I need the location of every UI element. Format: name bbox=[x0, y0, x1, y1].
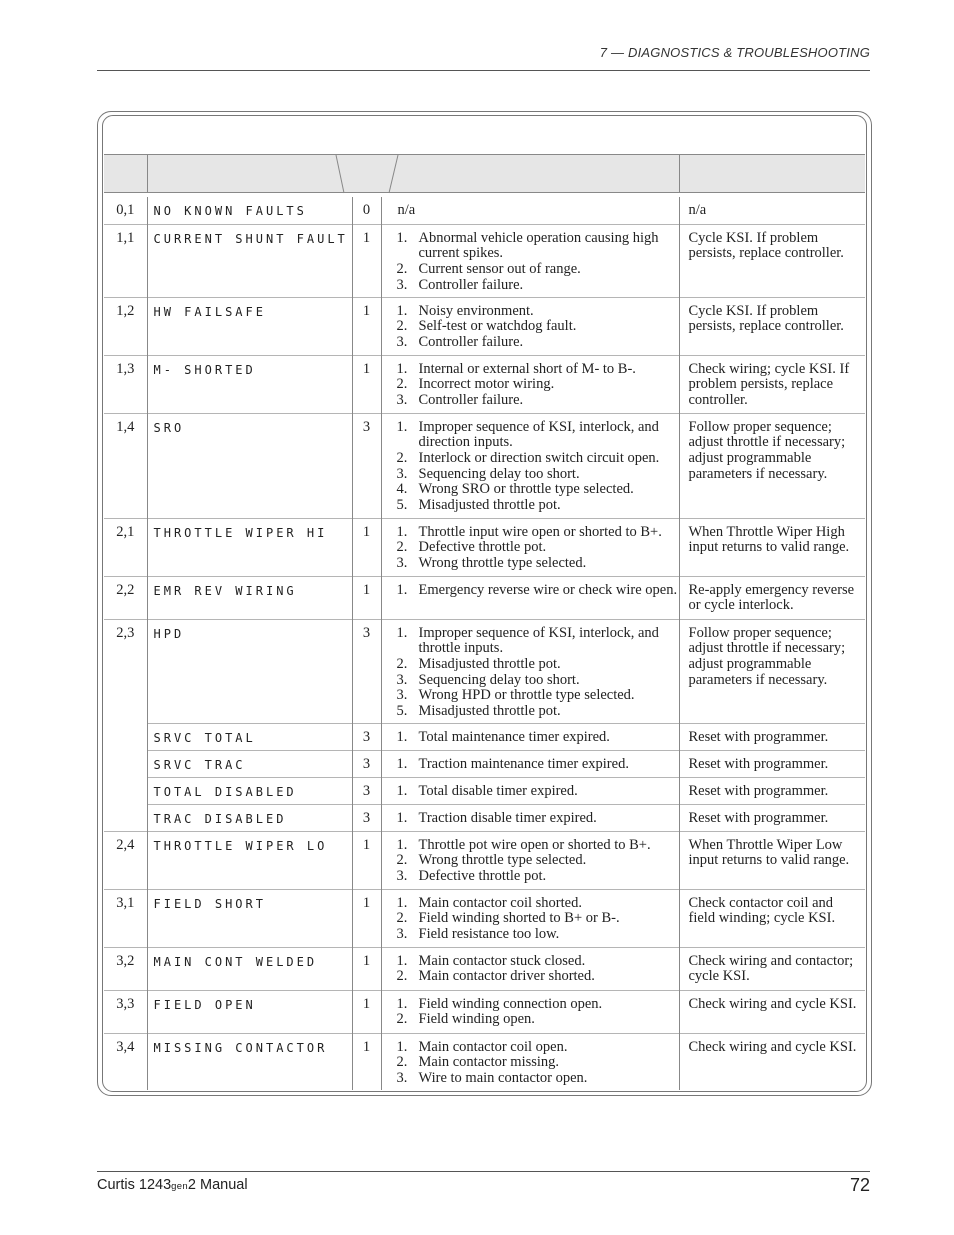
clear-conditions: n/a bbox=[679, 197, 865, 224]
cause-text: Current sensor out of range. bbox=[418, 260, 581, 277]
cause-number: 2. bbox=[396, 449, 408, 466]
fault-code: 1,2 bbox=[104, 297, 147, 355]
cause-list bbox=[382, 896, 679, 943]
effect-code: 1 bbox=[352, 1033, 381, 1090]
cause-list bbox=[382, 626, 679, 720]
cause-text: Throttle pot wire open or shorted to B+. bbox=[418, 836, 651, 853]
cause-number: 1. bbox=[396, 952, 408, 969]
cause-text: Main contactor driver shorted. bbox=[418, 968, 595, 985]
cause-item bbox=[382, 525, 679, 541]
possible-causes bbox=[381, 990, 679, 1033]
table-row bbox=[104, 804, 865, 831]
cause-list bbox=[382, 583, 679, 599]
cause-item bbox=[382, 482, 679, 498]
fault-code bbox=[104, 777, 147, 804]
cause-number: 2. bbox=[396, 539, 408, 556]
cause-number: 1. bbox=[396, 360, 408, 377]
cause-item bbox=[382, 304, 679, 320]
clear-conditions: Cycle KSI. If problem persists, replace controller. bbox=[679, 297, 865, 355]
cause-item bbox=[382, 1055, 679, 1071]
cause-list bbox=[382, 304, 679, 351]
cause-number: 2. bbox=[396, 260, 408, 277]
effect-code: 1 bbox=[352, 831, 381, 889]
possible-causes bbox=[381, 518, 679, 576]
cause-text: Controller failure. bbox=[418, 276, 524, 293]
fault-code: 0,1 bbox=[116, 202, 135, 218]
fault-code bbox=[104, 750, 147, 777]
table-row bbox=[104, 889, 865, 947]
table-row bbox=[104, 297, 865, 355]
fault-code: 3,1 bbox=[104, 889, 147, 947]
cause-text: Wrong SRO or throttle type selected. bbox=[418, 481, 634, 498]
fault-code: 1,3 bbox=[104, 355, 147, 413]
cause-number: 3. bbox=[396, 333, 408, 350]
cause-text: n/a bbox=[397, 202, 416, 218]
possible-causes bbox=[381, 723, 679, 750]
cause-list bbox=[382, 838, 679, 885]
cause-text: Total maintenance timer expired. bbox=[418, 728, 610, 745]
programmer-display: HW FAILSAFE bbox=[147, 297, 352, 355]
cause-text: Wrong throttle type selected. bbox=[418, 554, 587, 571]
cause-item bbox=[382, 704, 679, 720]
table-row bbox=[104, 355, 865, 413]
cause-item bbox=[382, 393, 679, 409]
cause-number: 1. bbox=[396, 581, 408, 598]
cause-item bbox=[382, 420, 679, 451]
possible-causes bbox=[381, 576, 679, 619]
cause-item bbox=[382, 319, 679, 335]
cause-number: 3. bbox=[396, 276, 408, 293]
cause-number: 5. bbox=[396, 497, 408, 514]
cause-item bbox=[382, 362, 679, 378]
cause-text: Field winding shorted to B+ or B-. bbox=[418, 910, 620, 927]
fault-code: 2,4 bbox=[104, 831, 147, 889]
possible-causes bbox=[381, 297, 679, 355]
cause-text: Abnormal vehicle operation causing high current spikes. bbox=[418, 229, 659, 262]
table-row bbox=[104, 576, 865, 619]
effect-code: 1 bbox=[352, 889, 381, 947]
table-row bbox=[104, 750, 865, 777]
cause-number: 1. bbox=[396, 995, 408, 1012]
cause-number: 3. bbox=[396, 671, 408, 688]
table-row bbox=[104, 723, 865, 750]
programmer-display: EMR REV WIRING bbox=[147, 576, 352, 619]
cause-number: 3. bbox=[396, 687, 408, 704]
cause-number: 1. bbox=[396, 302, 408, 319]
cause-item bbox=[382, 377, 679, 393]
manual-title-gen: gen bbox=[171, 1181, 188, 1192]
cause-text: Defective throttle pot. bbox=[418, 867, 547, 884]
table-row bbox=[104, 1033, 865, 1090]
cause-number: 4. bbox=[396, 481, 408, 498]
cause-number: 2. bbox=[396, 1054, 408, 1071]
cause-item bbox=[382, 657, 679, 673]
effect-code: 3 bbox=[352, 413, 381, 518]
clear-conditions: Check wiring and cycle KSI. bbox=[679, 1033, 865, 1090]
clear-conditions: Re-apply emergency reverse or cycle interlock. bbox=[679, 576, 865, 619]
cause-text: Field winding open. bbox=[418, 1011, 535, 1028]
cause-number: 2. bbox=[396, 318, 408, 335]
cause-text: Main contactor coil open. bbox=[418, 1038, 568, 1055]
cause-text: Controller failure. bbox=[418, 391, 524, 408]
cause-number: 1. bbox=[396, 523, 408, 540]
cause-text: Defective throttle pot. bbox=[418, 539, 547, 556]
cause-item bbox=[382, 911, 679, 927]
table-row bbox=[104, 619, 865, 723]
cause-item bbox=[382, 784, 679, 800]
effect-code: 3 bbox=[352, 750, 381, 777]
clear-conditions: Check contactor coil and field winding; cycle KSI. bbox=[679, 889, 865, 947]
table-row bbox=[104, 224, 865, 297]
programmer-display: SRVC TOTAL bbox=[147, 723, 352, 750]
programmer-display: TRAC DISABLED bbox=[147, 804, 352, 831]
cause-list bbox=[382, 1040, 679, 1087]
cause-text: Misadjusted throttle pot. bbox=[418, 655, 561, 672]
cause-text: Total disable timer expired. bbox=[418, 782, 578, 799]
cause-text: Main contactor missing. bbox=[418, 1054, 560, 1071]
programmer-display: M- SHORTED bbox=[147, 355, 352, 413]
table-row bbox=[104, 990, 865, 1033]
cause-number: 3. bbox=[396, 391, 408, 408]
cause-text: Wire to main contactor open. bbox=[418, 1069, 588, 1086]
cause-number: 1. bbox=[396, 782, 408, 799]
clear-conditions: Follow proper sequence; adjust throttle if necessary; adjust programmable parameters if necessary. bbox=[679, 413, 865, 518]
cause-list bbox=[382, 730, 679, 746]
possible-causes bbox=[381, 831, 679, 889]
table-row bbox=[104, 197, 865, 224]
cause-text: Controller failure. bbox=[418, 333, 524, 350]
cause-number: 2. bbox=[396, 910, 408, 927]
effect-code: 3 bbox=[352, 804, 381, 831]
cause-number: 2. bbox=[396, 376, 408, 393]
fault-code: 2,1 bbox=[104, 518, 147, 576]
cause-item bbox=[382, 626, 679, 657]
clear-conditions: Cycle KSI. If problem persists, replace controller. bbox=[679, 224, 865, 297]
cause-item bbox=[382, 540, 679, 556]
clear-conditions: Check wiring and cycle KSI. bbox=[679, 990, 865, 1033]
cause-text: Sequencing delay too short. bbox=[418, 671, 580, 688]
cause-list bbox=[382, 811, 679, 827]
fault-code: 3,3 bbox=[104, 990, 147, 1033]
clear-conditions: Reset with programmer. bbox=[679, 777, 865, 804]
cause-item bbox=[382, 451, 679, 467]
programmer-display: CURRENT SHUNT FAULT bbox=[147, 224, 352, 297]
clear-conditions: Check wiring; cycle KSI. If problem persists, replace controller. bbox=[679, 355, 865, 413]
fault-code: 3,4 bbox=[104, 1033, 147, 1090]
possible-causes bbox=[381, 619, 679, 723]
fault-code: 1,4 bbox=[104, 413, 147, 518]
cause-item bbox=[382, 498, 679, 514]
fault-code: 2,2 bbox=[104, 576, 147, 619]
cause-text: Improper sequence of KSI, interlock, and throttle inputs. bbox=[418, 624, 659, 657]
cause-text: Self-test or watchdog fault. bbox=[418, 318, 577, 335]
fault-code: 1,1 bbox=[104, 224, 147, 297]
programmer-display: NO KNOWN FAULTS bbox=[147, 197, 352, 224]
cause-list bbox=[382, 420, 679, 514]
cause-number: 1. bbox=[396, 809, 408, 826]
cause-list bbox=[382, 525, 679, 572]
cause-item bbox=[382, 1071, 679, 1087]
clear-conditions: When Throttle Wiper Low input returns to valid range. bbox=[679, 831, 865, 889]
programmer-display: HPD bbox=[147, 619, 352, 723]
cause-number: 3. bbox=[396, 867, 408, 884]
cause-text: Emergency reverse wire or check wire open. bbox=[418, 581, 678, 598]
effect-code: 3 bbox=[352, 723, 381, 750]
cause-text: Main contactor coil shorted. bbox=[418, 894, 582, 911]
clear-conditions: When Throttle Wiper High input returns to valid range. bbox=[679, 518, 865, 576]
cause-text: Interlock or direction switch circuit open. bbox=[418, 449, 660, 466]
table-row bbox=[104, 777, 865, 804]
cause-text: Misadjusted throttle pot. bbox=[418, 703, 561, 720]
cause-number: 1. bbox=[396, 624, 408, 641]
cause-item bbox=[382, 278, 679, 294]
possible-causes bbox=[381, 224, 679, 297]
cause-item bbox=[382, 853, 679, 869]
cause-text: Throttle input wire open or shorted to B+. bbox=[418, 523, 662, 540]
cause-item bbox=[382, 811, 679, 827]
header-rule bbox=[97, 70, 870, 71]
cause-number: 1. bbox=[396, 755, 408, 772]
cause-text: Noisy environment. bbox=[418, 302, 534, 319]
possible-causes bbox=[381, 1033, 679, 1090]
cause-number: 1. bbox=[396, 1038, 408, 1055]
programmer-display: THROTTLE WIPER LO bbox=[147, 831, 352, 889]
cause-item bbox=[382, 969, 679, 985]
possible-causes bbox=[381, 889, 679, 947]
cause-list bbox=[382, 757, 679, 773]
programmer-display: MAIN CONT WELDED bbox=[147, 947, 352, 990]
programmer-display: SRO bbox=[147, 413, 352, 518]
fault-code: 3,2 bbox=[104, 947, 147, 990]
cause-item bbox=[382, 927, 679, 943]
cause-number: 1. bbox=[396, 894, 408, 911]
manual-title-suffix: 2 Manual bbox=[187, 1177, 248, 1193]
effect-code: 1 bbox=[352, 518, 381, 576]
cause-item bbox=[382, 231, 679, 262]
possible-causes bbox=[381, 355, 679, 413]
cause-text: Improper sequence of KSI, interlock, and direction inputs. bbox=[418, 418, 659, 451]
cause-text: Incorrect motor wiring. bbox=[418, 376, 555, 393]
cause-list bbox=[382, 362, 679, 409]
effect-code: 1 bbox=[352, 947, 381, 990]
clear-conditions: Reset with programmer. bbox=[679, 723, 865, 750]
effect-code: 3 bbox=[352, 619, 381, 723]
cause-item bbox=[382, 1012, 679, 1028]
effect-code: 1 bbox=[352, 224, 381, 297]
cause-text: Field resistance too low. bbox=[418, 925, 560, 942]
possible-causes bbox=[381, 413, 679, 518]
cause-text: Traction maintenance timer expired. bbox=[418, 755, 629, 772]
cause-text: Sequencing delay too short. bbox=[418, 465, 580, 482]
programmer-display: TOTAL DISABLED bbox=[147, 777, 352, 804]
possible-causes bbox=[381, 750, 679, 777]
cause-list bbox=[382, 231, 679, 294]
programmer-display: SRVC TRAC bbox=[147, 750, 352, 777]
cause-text: Wrong HPD or throttle type selected. bbox=[418, 687, 635, 704]
cause-number: 1. bbox=[396, 418, 408, 435]
cause-item bbox=[382, 335, 679, 351]
clear-conditions: Reset with programmer. bbox=[679, 804, 865, 831]
cause-item bbox=[382, 954, 679, 970]
cause-number: 3. bbox=[396, 554, 408, 571]
effect-code: 1 bbox=[352, 990, 381, 1033]
cause-text: Misadjusted throttle pot. bbox=[418, 497, 561, 514]
cause-text: Internal or external short of M- to B-. bbox=[418, 360, 636, 377]
table-header-band bbox=[104, 154, 865, 193]
clear-conditions: Check wiring and contactor; cycle KSI. bbox=[679, 947, 865, 990]
cause-number: 2. bbox=[396, 968, 408, 985]
cause-item bbox=[382, 262, 679, 278]
section-header: 7 — DIAGNOSTICS & TROUBLESHOOTING bbox=[599, 45, 870, 60]
cause-item bbox=[382, 869, 679, 885]
effect-code: 1 bbox=[352, 297, 381, 355]
possible-causes bbox=[381, 947, 679, 990]
effect-code: 1 bbox=[352, 576, 381, 619]
cause-text: Main contactor stuck closed. bbox=[418, 952, 586, 969]
cause-list bbox=[382, 784, 679, 800]
effect-code: 0 bbox=[352, 197, 381, 224]
fault-code bbox=[104, 804, 147, 831]
manual-title-prefix: Curtis 1243 bbox=[97, 1177, 172, 1193]
table-row bbox=[104, 831, 865, 889]
effect-code: 1 bbox=[352, 355, 381, 413]
table-row bbox=[104, 518, 865, 576]
cause-list bbox=[382, 954, 679, 985]
cause-number: 3. bbox=[396, 465, 408, 482]
possible-causes bbox=[381, 197, 679, 224]
table-row bbox=[104, 413, 865, 518]
page-number: 72 bbox=[849, 1175, 870, 1195]
cause-number: 2. bbox=[396, 852, 408, 869]
cause-text: Wrong throttle type selected. bbox=[418, 852, 587, 869]
cause-number: 2. bbox=[396, 655, 408, 672]
cause-number: 5. bbox=[396, 703, 408, 720]
cause-item bbox=[382, 583, 679, 599]
cause-number: 3. bbox=[396, 1069, 408, 1086]
programmer-display: THROTTLE WIPER HI bbox=[147, 518, 352, 576]
programmer-display: FIELD OPEN bbox=[147, 990, 352, 1033]
cause-item bbox=[382, 896, 679, 912]
possible-causes bbox=[381, 804, 679, 831]
cause-item bbox=[382, 556, 679, 572]
cause-item bbox=[382, 467, 679, 483]
cause-item bbox=[382, 757, 679, 773]
clear-conditions: Reset with programmer. bbox=[679, 750, 865, 777]
cause-text: Field winding connection open. bbox=[418, 995, 603, 1012]
programmer-display: MISSING CONTACTOR bbox=[147, 1033, 352, 1090]
cause-item bbox=[382, 838, 679, 854]
header-slanted-dividers bbox=[104, 155, 865, 194]
fault-code bbox=[104, 723, 147, 750]
cause-item bbox=[382, 1040, 679, 1056]
cause-item bbox=[382, 730, 679, 746]
cause-number: 2. bbox=[396, 1011, 408, 1028]
cause-number: 1. bbox=[396, 728, 408, 745]
effect-code: 3 bbox=[352, 777, 381, 804]
clear-conditions: Follow proper sequence; adjust throttle if necessary; adjust programmable parameters if necessary. bbox=[679, 619, 865, 723]
cause-number: 1. bbox=[396, 229, 408, 246]
possible-causes bbox=[381, 777, 679, 804]
cause-item bbox=[382, 997, 679, 1013]
cause-text: Traction disable timer expired. bbox=[418, 809, 597, 826]
fault-code: 2,3 bbox=[104, 619, 147, 723]
fault-table bbox=[104, 197, 865, 1090]
cause-number: 1. bbox=[396, 836, 408, 853]
cause-list bbox=[382, 997, 679, 1028]
table-row bbox=[104, 947, 865, 990]
cause-item bbox=[382, 688, 679, 704]
footer-rule bbox=[97, 1171, 870, 1172]
manual-title bbox=[97, 1177, 248, 1193]
cause-item bbox=[382, 673, 679, 689]
cause-number: 3. bbox=[396, 925, 408, 942]
programmer-display: FIELD SHORT bbox=[147, 889, 352, 947]
